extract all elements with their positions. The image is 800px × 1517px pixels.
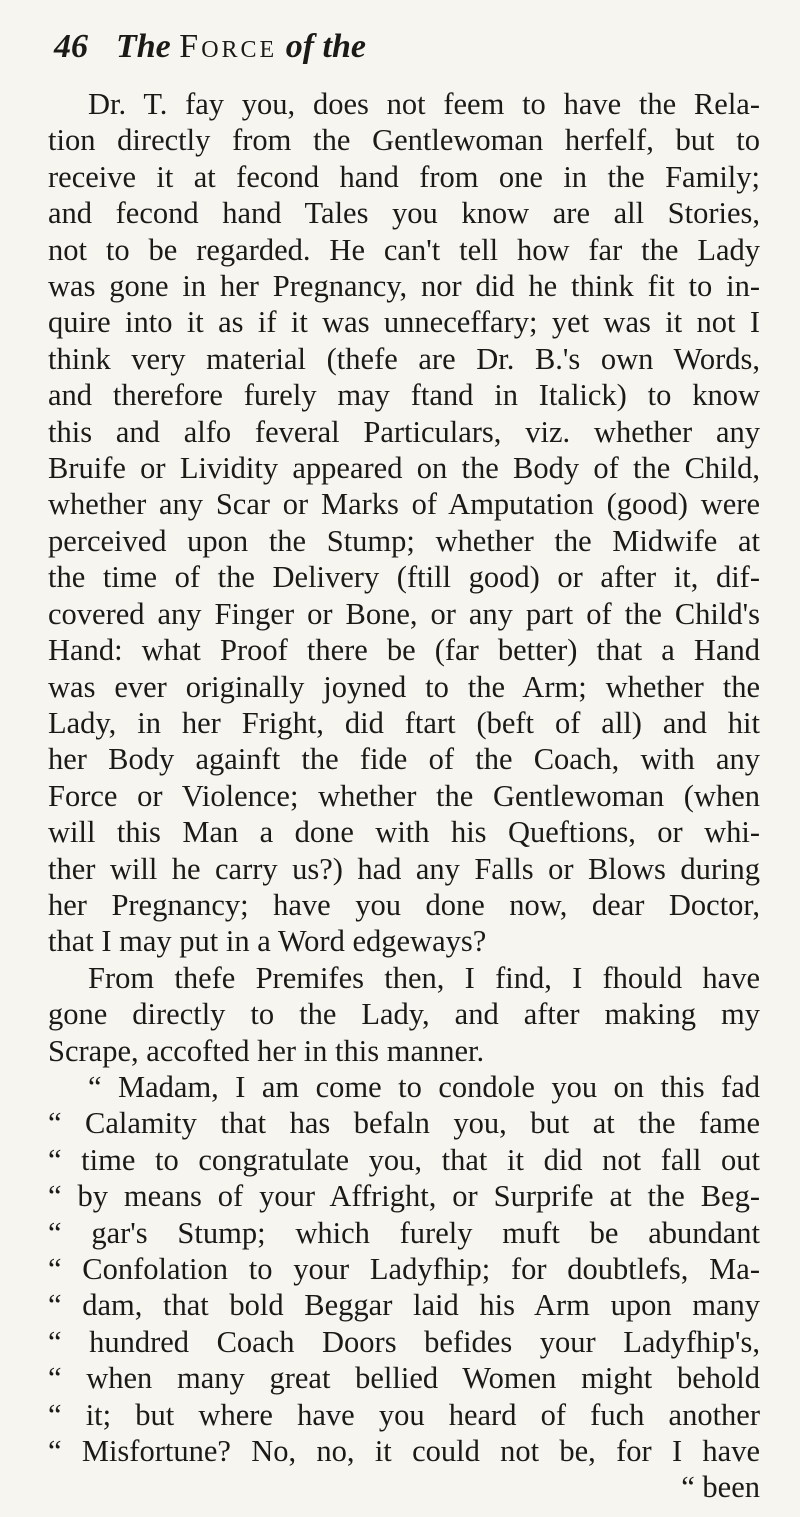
quote-line: “ hundred Coach Doors befides your Ladyfhip's, [48,1324,760,1359]
running-title-part-1: The [116,28,171,65]
quote-line: “ when many great bellied Women might behold [48,1361,760,1396]
running-title-part-2: of the [285,28,366,65]
text-line: was gone in her Pregnancy, nor did he think fit to in- [48,269,760,304]
quote-line: “ Calamity that has befaln you, but at the fame [48,1106,760,1141]
quote-line: “ Confolation to your Ladyfhip; for doubtlefs, Ma- [48,1252,760,1286]
text-line: this and alfo feveral Particulars, viz. whether any [48,414,760,449]
text-line: that I may put in a Word edgeways? [48,924,487,959]
catchword: “ been [681,1470,760,1505]
text-line: not to be regarded. He can't tell how far the Lady [48,232,760,267]
text-line: whether any Scar or Marks of Amputation (good) were [48,487,760,522]
quote-line: “ Misfortune? No, no, it could not be, for I have [48,1434,760,1469]
text-line: receive it at fecond hand from one in the Family; [48,159,760,194]
running-title-caps: Force [179,28,278,65]
text-line: covered any Finger or Bone, or any part of the Child's [48,596,760,631]
text-line: gone directly to the Lady, and after making my [48,997,760,1032]
quote-line: “ time to congratulate you, that it did not fall out [48,1142,760,1177]
quote-line: “ gar's Stump; which furely muft be abundant [48,1215,760,1250]
text-line: Bruife or Lividity appeared on the Body of the Child, [48,451,760,486]
text-line: will this Man a done with his Queftions, or whi- [48,815,760,850]
text-line: perceived upon the Stump; whether the Midwife at [48,523,760,558]
text-line: the time of the Delivery (ftill good) or after it, dif- [48,560,760,595]
text-line: her Pregnancy; have you done now, dear Doctor, [48,887,760,922]
text-line: ther will he carry us?) had any Falls or Blows during [48,851,760,886]
text-line: Force or Violence; whether the Gentlewoman (when [48,778,760,813]
running-head [54,28,760,86]
text-line: tion directly from the Gentlewoman herfelf, but to [48,123,760,158]
quote-line: “ Madam, I am come to condole you on this fad [88,1069,760,1104]
text-line: Lady, in her Fright, did ftart (beft of all) and hit [48,705,760,740]
running-title [116,28,366,66]
text-line: Dr. T. fay you, does not feem to have the Rela- [88,87,760,121]
quote-line: “ dam, that bold Beggar laid his Arm upon many [48,1288,760,1323]
text-line: her Body againft the fide of the Coach, with any [48,742,760,777]
text-line: quire into it as if it was unneceffary; yet was it not I [48,305,760,340]
text-line: Scrape, accofted her in this manner. [48,1033,485,1068]
text-line: think very material (thefe are Dr. B.'s own Words, [48,341,760,376]
text-line: was ever originally joyned to the Arm; whether the [48,669,760,704]
quote-line: “ by means of your Affright, or Surprife at the Beg- [48,1179,760,1214]
quote-line: “ it; but where have you heard of fuch another [48,1397,760,1432]
text-line: Hand: what Proof there be (far better) that a Hand [48,633,760,668]
body-text [48,86,760,1506]
page-number: 46 [54,28,88,65]
text-line: From thefe Premifes then, I find, I fhould have [88,960,760,995]
text-line: and fecond hand Tales you know are all Stories, [48,196,760,231]
text-line: and therefore furely may ftand in Italick) to know [48,378,760,413]
